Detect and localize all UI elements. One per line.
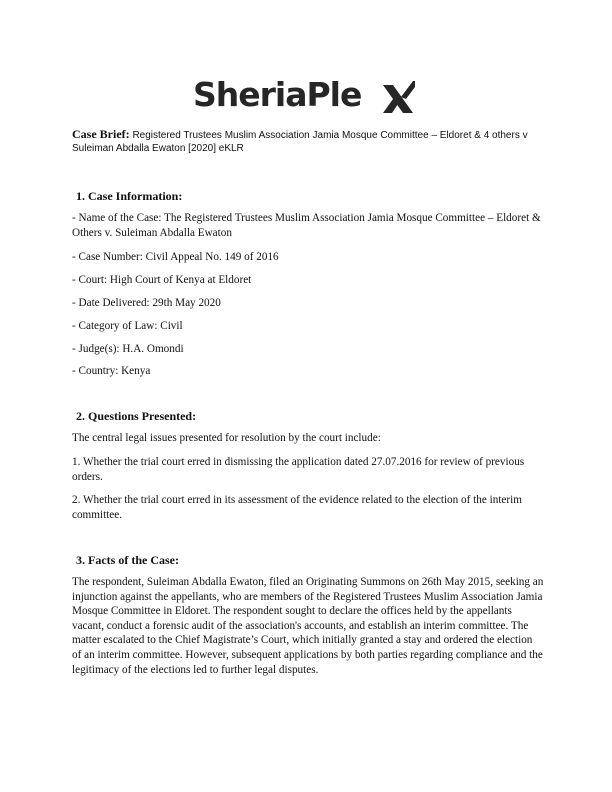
case-info-item: - Case Number: Civil Appeal No. 149 of 2016: [72, 251, 279, 263]
x-mark-logo-icon: [381, 77, 415, 117]
case-info-item: - Country: Kenya: [72, 365, 151, 377]
case-info-item: - Category of Law: Civil: [72, 320, 183, 332]
section-heading-case-information: 1. Case Information:: [76, 189, 183, 203]
section-heading-facts: 3. Facts of the Case:: [76, 553, 179, 567]
logo-text: SheriaPle: [193, 75, 362, 114]
case-info-item: - Court: High Court of Kenya at Eldoret: [72, 274, 252, 286]
question-item: 2. Whether the trial court erred in its assessment of the evidence related to the election of the interim committee.: [72, 494, 522, 521]
case-info-item: - Judge(s): H.A. Omondi: [72, 343, 184, 355]
case-brief-name: Registered Trustees Muslim Association Jamia Mosque Committee – Eldoret & 4 others v Suleiman Abdalla Ewaton [2020] eKLR: [72, 130, 528, 154]
case-brief-title: [72, 128, 547, 155]
question-item: 1. Whether the trial court erred in dismissing the application dated 27.07.2016 for review of previous orders.: [72, 456, 525, 483]
questions-intro: The central legal issues presented for resolution by the court include:: [72, 432, 381, 444]
case-brief-label: Case Brief:: [72, 127, 130, 141]
facts-paragraph: The respondent, Suleiman Abdalla Ewaton, filed an Originating Summons on 26th May 2015, seeking an injunction against the appellants, who are members of the Registered Trustees Muslim Association Jamia Mosque Committee in Eldoret. The respondent sought to declare the offices held by the appellants vacant, conduct a forensic audit of the association's accounts, and establish an interim committee. The matter escalated to the Chief Magistrate’s Court, which initially granted a stay and ordered the election of an interim committee. However, subsequent applications by both parties regarding compliance and the legitimacy of the elections led to further legal disputes.: [72, 576, 544, 676]
logo: [0, 73, 612, 123]
section-heading-questions-presented: 2. Questions Presented:: [76, 409, 197, 423]
case-info-item: - Date Delivered: 29th May 2020: [72, 297, 221, 309]
case-info-item: - Name of the Case: The Registered Trustees Muslim Association Jamia Mosque Committee – Eldoret & Others v. Suleiman Abdalla Ewaton: [72, 212, 541, 239]
